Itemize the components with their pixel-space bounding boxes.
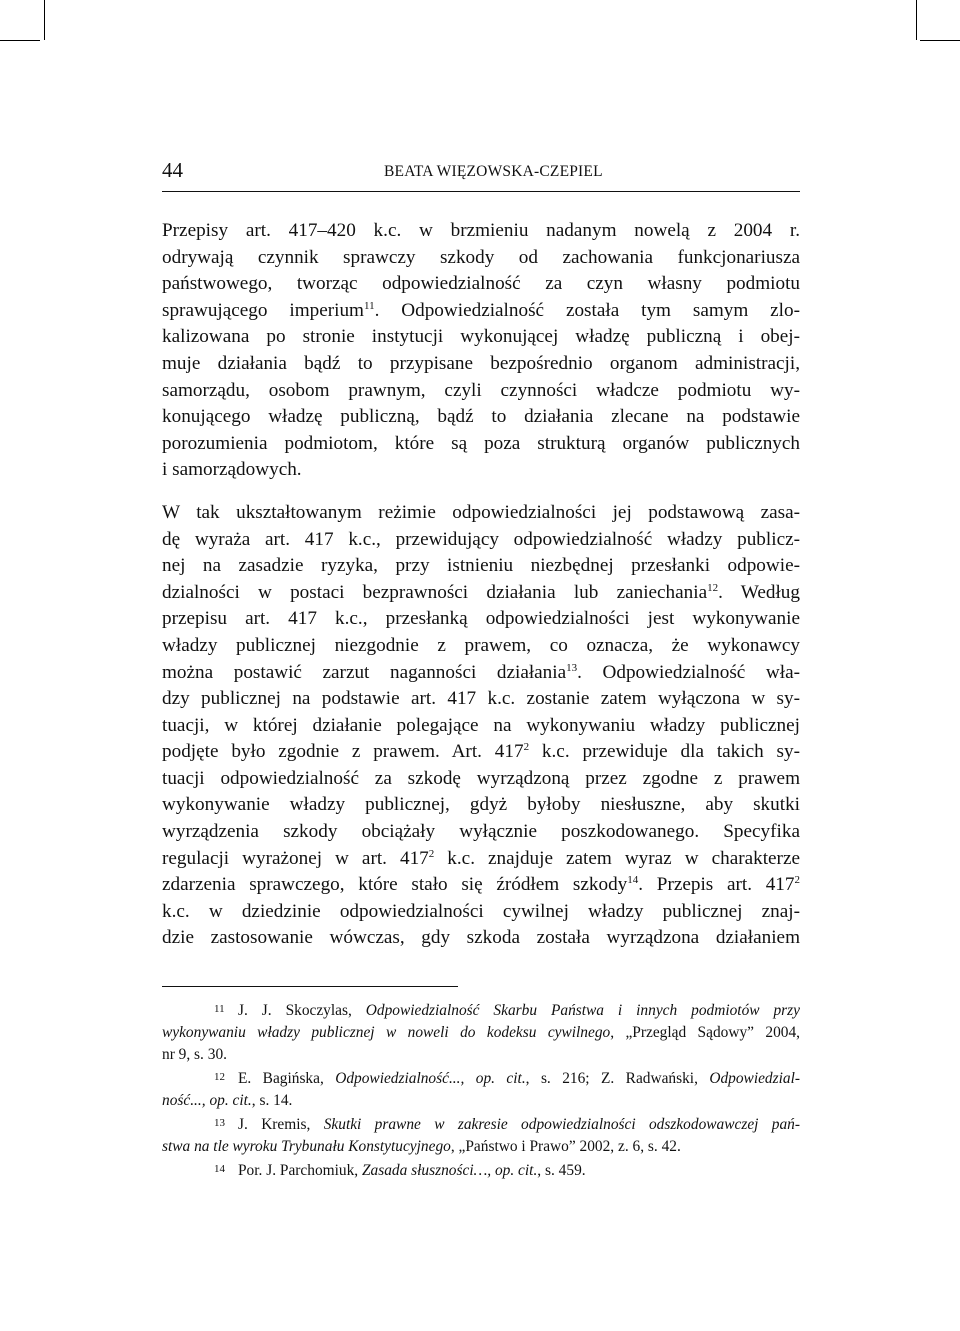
text-line: konującego władzę publiczną, bądź to działania zlecane na podstawie [162,406,800,428]
text-fragment: J. J. Skoczylas, [238,1002,366,1019]
footnote-ref-11: 11 [363,299,375,312]
text-line: odrywają czynnik sprawczy szkody od zachowania funkcjonariusza [162,246,800,268]
text-fragment: , „Przegląd Sądowy” 2004, [610,1024,800,1041]
text-line: dzie zastosowanie wówczas, gdy szkoda została wyrządzona działaniem [162,927,800,949]
crop-mark-right-top [920,40,960,41]
footnote-line [162,1090,800,1112]
header-rule [162,191,800,192]
footnote-number: 12 [214,1071,225,1083]
text-fragment: E. Bagińska, [238,1070,336,1087]
text-fragment: . Według [718,581,800,603]
text-fragment: , s. 14. [251,1092,293,1109]
text-fragment: regulacji wyrażonej w art. 417 [162,847,429,869]
footnote-line [162,1136,800,1158]
text-fragment: podjęte było zgodnie z prawem. Art. 417 [162,741,524,763]
running-head: BEATA WIĘZOWSKA-CZEPIEL [384,163,603,180]
text-fragment: . Odpowiedzialność wła- [577,661,800,683]
text-fragment: k.c. znajduje zatem wyraz w charakterze [434,847,800,869]
text-line: dzy publicznej na podstawie art. 417 k.c. zostanie zatem wyłączona w sy- [162,688,800,710]
text-line [162,660,800,687]
footnote-12 [162,1066,800,1112]
text-line: państwowego, tworząc odpowiedzialność za czyn własny podmiotu [162,273,800,295]
page-header [162,150,800,190]
text-fragment: J. Kremis, [238,1116,324,1133]
text-line: muje działania bądź to przypisane bezpośrednio organom administracji, [162,352,800,374]
footnote-number: 13 [214,1117,225,1129]
text-line: tuacji, w której działanie polegające na wykonywaniu władzy publicznej [162,714,800,736]
text-line: wyrządzenia szkody obciążały wyłącznie poszkodowanego. Specyfika [162,821,800,843]
text-fragment: dzialności w postaci bezprawności działania lub zaniechania [162,581,708,603]
text-fragment: k.c. przewiduje dla takich sy- [529,741,800,763]
text-line [162,580,800,607]
text-line: samorządu, osobom prawnym, czyli czynności władcze podmiotu wy- [162,379,800,401]
crop-mark-left-top [0,40,40,41]
footnote-11 [162,998,800,1066]
title-italic: Zasada słuszności…, op. cit. [361,1162,538,1179]
text-fragment: Por. J. Parchomiuk, [238,1162,362,1179]
footnote-ref-12: 12 [707,581,719,594]
footnote-line [162,1158,800,1182]
text-fragment: . Odpowiedzialność została tym samym zlo- [374,299,800,321]
title-italic: wykonywaniu władzy publicznej w noweli do kodeksu cywilnego [162,1024,611,1041]
text-line [162,298,800,325]
text-fragment: , „Państwo i Prawo” 2002, z. 6, s. 42. [450,1138,681,1155]
text-line: W tak ukształtowanym reżimie odpowiedzialności jej podstawową zasa- [162,501,800,523]
crop-mark-top-left [44,0,45,40]
text-line: przepisu art. 417 k.c., przesłanką odpowiedzialności jest wykonywanie [162,608,800,630]
main-text [162,218,800,952]
text-line: kalizowana po stronie instytucji wykonującej władzę publiczną i obej- [162,326,800,348]
text-fragment: , s. 459. [537,1162,586,1179]
text-line [162,739,800,766]
footnote-line: nr 9, s. 30. [162,1046,227,1063]
title-italic: Odpowiedzialność..., op. cit. [335,1070,526,1087]
footnote-line [162,1112,800,1136]
footnotes [162,998,800,1182]
document-page [162,150,800,1179]
footnote-13 [162,1112,800,1158]
title-italic: stwa na tle wyroku Trybunału Konstytucyjnego [162,1138,451,1155]
superscript: 2 [428,847,435,860]
text-line: dę wyraża art. 417 k.c., przewidujący odpowiedzialność władzy publicz- [162,528,800,550]
footnote-ref-14: 14 [627,874,639,887]
text-line: porozumienia podmiotom, które są poza strukturą organów publicznych [162,432,800,454]
paragraph-1 [162,218,800,484]
text-line: władzy publicznej niezgodnie z prawem, co oznacza, że wykonawcy [162,634,800,656]
text-line: tuacji odpowiedzialność za szkodę wyrządzoną przez zgodne z prawem [162,767,800,789]
title-italic: Odpowiedzialność Skarbu Państwa i innych podmiotów przy [365,1002,800,1019]
footnote-number: 14 [214,1163,225,1175]
footnote-14 [162,1158,800,1182]
text-fragment: sprawującego imperium [162,299,364,321]
title-italic: Skutki prawne w zakresie odpowiedzialności odszkodowawczej pań- [323,1116,800,1133]
text-line [162,872,800,899]
paragraph-2 [162,500,800,952]
title-italic: ność..., op. cit. [162,1092,252,1109]
text-fragment: . Przepis art. 417 [638,874,795,896]
text-fragment: zdarzenia sprawczego, które stało się źródłem szkody [162,874,628,896]
footnote-line [162,1022,800,1044]
page-number: 44 [162,158,183,182]
footnote-line [162,998,800,1022]
footnote-line [162,1066,800,1090]
superscript: 2 [794,874,800,887]
footnote-separator [162,986,458,987]
text-line: k.c. w dziedzinie odpowiedzialności cywilnej władzy publicznej znaj- [162,900,800,922]
superscript: 2 [523,741,530,754]
title-italic: Odpowiedzial- [709,1070,800,1087]
text-line: i samorządowych. [162,459,302,481]
text-line: nej na zasadzie ryzyka, przy istnieniu niezbędnej przesłanki odpowie- [162,555,800,577]
text-fragment: można postawić zarzut naganności działania [162,661,567,683]
text-line [162,846,800,873]
text-fragment: , s. 216; Z. Radwański, [525,1070,710,1087]
crop-mark-top-right [916,0,917,40]
footnote-ref-13: 13 [566,661,578,674]
footnote-number: 11 [214,1003,225,1015]
text-line: wykonywanie władzy publicznej, gdyż byłoby niesłuszne, aby skutki [162,794,800,816]
text-line: Przepisy art. 417–420 k.c. w brzmieniu nadanym nowelą z 2004 r. [162,220,800,241]
